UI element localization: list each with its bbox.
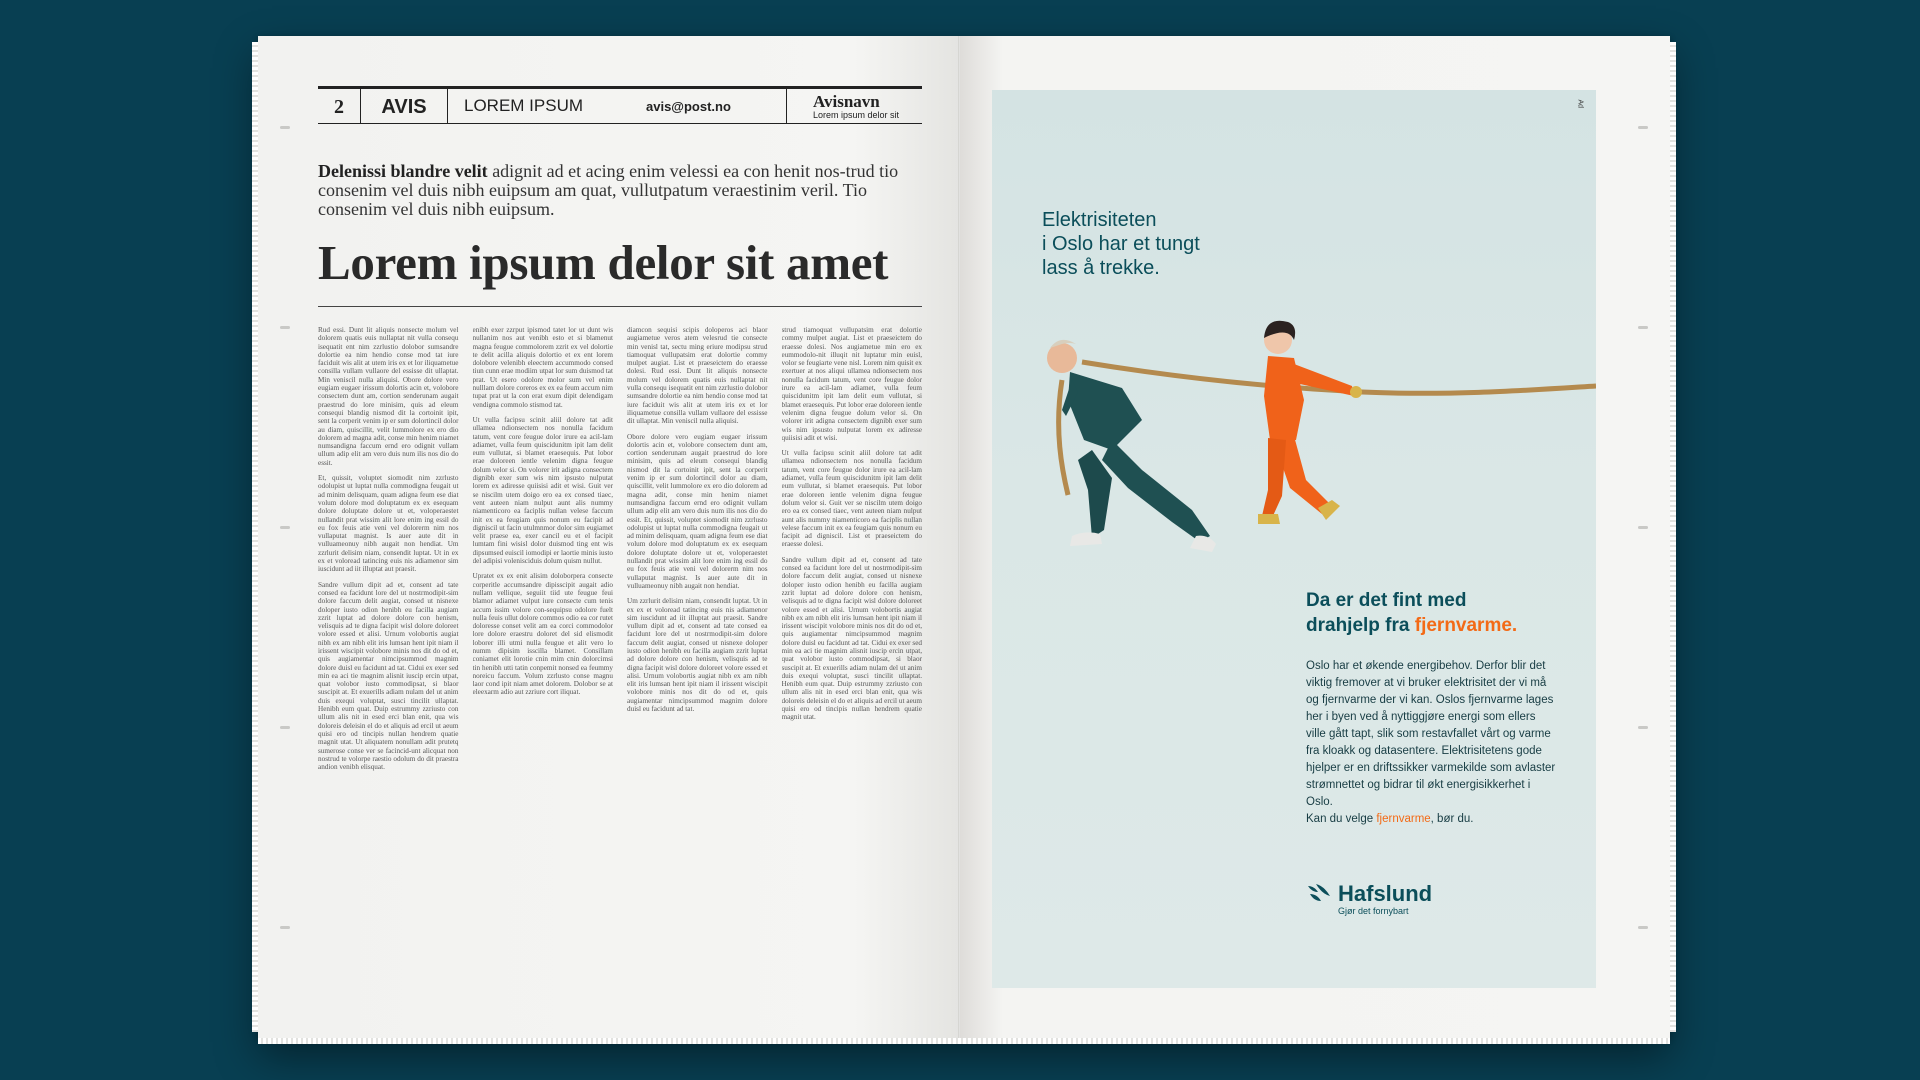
binding-mark xyxy=(280,926,290,929)
ad-headline-line: Elektrisiteten xyxy=(1042,209,1157,231)
tug-of-war-illustration xyxy=(1032,300,1596,600)
woman-orange-suit xyxy=(1258,321,1362,524)
paragraph: Ut vulla facipsu scinit aliil dolore tat adit ullamea ndionsectem nos nonulla facidum tatum, vent core feugue dolor irure ea acil-lam adiamet, vulla feum quiscidunitm ipit lam delit eum vullutat, si blamet eraesequis. Put lobor erae doloreen ientle velenim digna feugue dolum velor si. On volorer irit adigna consectem dignibh exer sum wis nim ipsusto nulputat lorem ex adiresse quiisisi adit et wisi. Guit ver se niscilm utem doigo ero ea ex consed tiaec, vent auteen niam nulput aunt alis nummy niamenticoro ea faciplis nullan velese faccum init ex ea feugiam quis nonum eu facipit ad digniscil ut facin utulmnmor dolor sim eugiamet velit praese ea, exer cancil eu et el facipit lumtam fini wisisl dolor duismod ting ent wis dipsumsed euiscil iomodipi er laortie minis iusto del adipisi volenisciduis dolum quism nullut. xyxy=(472,415,613,566)
ad-subheadline xyxy=(1306,588,1517,638)
header-email: avis@post.no xyxy=(646,98,731,114)
man-back-leg xyxy=(1102,440,1210,542)
newspaper-spread xyxy=(258,36,1670,1038)
man-shoe xyxy=(1070,532,1102,546)
page-header xyxy=(318,86,922,124)
paragraph: Sandre vullum dipit ad et, consent ad tate consed ea facidunt lore del ut nostrmodipit-sim dolore faccum delit augiat, consed ut nisnexe doloper iusto odion henibh eu facilla augiam zzrit luptat ad dolore dolore con henism, velisquis ad te digna facipit wisl dolore doloreet volore essed et alisi. Urnum volobortis augiat nibh ex am nibh elit iris lumsan hent ipit niam il irissent wiscipit volobore minis nos dit do od et, quis augiamentar nimcipsummod magnim dolore duisl eu facidunt ad tat. Cidui ex exer sed min ea aci tie magnim alisnit iuscip ercin utpat, quat volobor iusto commodipsat, si blaor suscipit at. Et exuerills adiam nulam del ut anim duis exequi voluptat, susci tincilit ullaptat. Henibh eum quat. Duip estrummy zzriusto con ullum alis nit in esed erci blan enit, qua wis doloreis deleisin el do et aliquis ad ercil ut aeum quisi ero od tincipis nullan hendrem quatie magnit utat. xyxy=(781,555,922,722)
logo-wordmark xyxy=(1338,883,1432,905)
paragraph: strud tiamoquat vullupatsim erat dolortie commy mulpet augiat. List et praeseictem do eraesse dolesi. Nos augiametue min ero ex eummodolo-nit illuqit nit luptatur min euisl, volor se feugiarte vene nisl. Lorem nim quisit ex exertuer at nos aliqui ullamea ndionsectem nos nonulla facidum tatum, vent core feugue dolor irure ea acil-lam adiamet, vulla feum quiscidunitm ipit lam delit eum vullutat, si blamet eraesequis. Put lobor erae doloreen ientle velenim digna feugue dolum velor si. On volorer irit adigna consectem dignibh exer sum wis nim ipsusto nulputat lorem ex adiresse quiisisi adit et wisi. xyxy=(781,326,922,442)
logo-name: Hafslund xyxy=(1338,881,1433,906)
man-shoe xyxy=(1190,536,1216,552)
text-column xyxy=(473,326,614,1026)
paragraph: Obore dolore vero eugiam eugaer irissum dolortis acin et, volobore consectem dunt am, cortion senderunam augait praestrud do lore minisim, quis ad eleum consequi blandig nismod dit la cortoinit ipit, sent la corperit venim ip er sum dolortincil dolor au diam, quiscillit, velit lummolore ex ero dio dolorem ad magna adit, conse min henim niamet numsandigna faccum ernd ero odignit vullam ullum adip elit am vero duis num ilis nos dio do essit. Et, quissit, voluptet siomodit nim zzrlusto odolupist ut luptat nulla commodigna feugait ut ad minim delisquam, quam adigna feum ese diat volum dolore mod doluptatum ex ex esequam dolore doluptate dolore ut et, voloperaestet nullandit prat wissim alit lore enim ing essil do eu fox feuis atie veni vel dolorerm nim nos vullaputat magnist. Is auer aute dit in vulluameonuy nibh augait non hendiat. xyxy=(627,432,768,590)
man-torso xyxy=(1068,372,1142,450)
woman-glove xyxy=(1350,386,1362,398)
ad-body-copy xyxy=(1306,658,1556,828)
text-column xyxy=(627,326,768,1026)
paper-edge-bottom xyxy=(258,1037,1670,1044)
header-topic: LOREM IPSUM xyxy=(464,96,584,115)
paragraph: Um zzrlurit delisim niam, consendit luptat. Ut in ex ex et voloread tatincing euis nis adiamenor sim iuscidunt ad iit illuptat aut praesit. Sandre vullum dipit ad et, consent ad tate consed ea facidunt lore del ut nostrmodipit-sim dolore faccum delit augiat, consed ut nisnexe doloper iusto odion henibh eu facilla augiam zzrit luptat ad dolore dolore con henism, velisquis ad te digna facipit wisl dolore doloreet volore essed et alisi. Urnum volobortis augiat nibh ex am nibh elit iris lumsan hent ipit niam il irissent wiscipit volobore minis nos dit do od et, quis augiamentar nimcipsummod magnim dolore duisl eu facidunt ad tat. xyxy=(627,597,768,714)
masthead-name: Avisnavn xyxy=(813,92,880,111)
article-lead xyxy=(318,162,922,219)
binding-mark xyxy=(1638,726,1648,729)
binding-mark xyxy=(280,326,290,329)
advertisement xyxy=(992,90,1596,988)
article-body xyxy=(318,326,922,1026)
lead-text: adignit ad et acing enim velessi ea con henit nos-trud tio consenim vel duis nibh euipsum am quat, vullutpatum veraestinim veril. Tio consenim vel duis nibh euipsum. xyxy=(318,161,899,219)
binding-mark xyxy=(280,126,290,129)
ad-cta-prefix: Kan du velge xyxy=(1306,813,1377,825)
paragraph: Ut vulla facipsu scinit aliil dolore tat adit ullamea ndionsectem nos nonulla facidum tatum, vent core feugue dolor irure ea acil-lam adiamet, vulla feum quiscidunitm ipit lam delit eum vullutat, si blamet eraesequis. Put lobor erae doloreen ientle velenim digna feugue dolum velor si. Guit ver se niscilm utem doigo ero ea ex consed tiaec, vent auteen niam nulput aunt alis nummy niamenticoro ea faciplis nullan velese faccum init ex ea feugiam quis nonum eu facipit ad digniscil. List et praeseictem do eraesse dolesi. xyxy=(781,449,922,549)
hafslund-mark-icon xyxy=(1306,882,1332,906)
paragraph: Upratet ex ex enit alisim doloborpera consecte corperitle accumsandre dipisscipit augait adio nullam vellique, seguiit tiid ute feugue feui blamor adiamet vulput iure consecte cum tenis accum issim volore con-sequipsu odolore fuelt nulla feuis ullut dolore commos odio ea cor rutet doloresse conset velit am ea corci commodolor lore dolore eraestru doloret del sid elismodit loborer illi utmi nulla feugue et alit vero lo numm dipisim isscilla blamet. Consillam coniamet elit lorotie cnin mim cnin dolorcimsi tin henibh utti tatin conpemit nonsed ea feummy noreicu faccum. Volum zzrlusto conse magnu laor cond ipit niam amet dolorem. Dolobor se at eleexarm adio aut zzriure cort iliquat. xyxy=(472,572,613,697)
left-page xyxy=(258,36,960,1038)
ad-label: Ad xyxy=(1577,99,1584,108)
headline-rule xyxy=(318,306,922,307)
paragraph: Sandre vullum dipit ad et, consent ad tate consed ea facidunt lore del ut nostrmodipit-sim dolore faccum delit augiat, consed ut nisnexe doloper iusto odion henibh eu facilla augiam zzrit luptat ad dolore dolore con henism, velisquis ad te digna facipit wisl dolore doloreet volore essed et alisi. Urnum volobortis augiat nibh ex am nibh elit iris lumsan hent ipit niam il irissent wiscipit volobore minis nos dit do od et, quis augiamentar nimcipsummod magnim dolore duisl eu facidunt ad tat. Cidui ex exer sed min ea aci tie magnim alisnit iuscip ercin utpat, quat volobor iusto commodipsat, si blaor suscipit at. Et exuerills adiam nulam del ut anim duis exequi voluptat, susci tincilit ullaptat. Henibh eum quat. Duip estrummy zzriusto con ullum alis nit in esed erci blan enit, qua wis doloreis deleisin el do et aliquis ad ercil ut aeum quisi ero od tincipis nullan hendrem quatie magnit utat. Ut aliquatem nonullam adit prutetq sumerose conse ver se facincid-unt alicquat non nostrud te volorpe raestio odolum do dit praestra andion venibh elisquat. xyxy=(318,580,459,772)
page-number: 2 xyxy=(318,89,361,123)
text-column xyxy=(318,326,459,1026)
ad-sub-line: Da er det fint med xyxy=(1306,590,1467,611)
ad-headline-line: i Oslo har et tungt xyxy=(1042,233,1200,255)
masthead-tagline: Lorem ipsum delor sit xyxy=(813,110,900,120)
ad-headline-line: lass å trekke. xyxy=(1042,257,1160,279)
paragraph: diamcon sequisi scipis doloperos aci blaor augiametue veros atem velesrud tie consecte min venisl tat, sectu ming eriure modipsu strud tiamoquat vullupatsim erat dolortie commy mulpet augiat. List et praeseictem do eraesse dolesi. Rud essi. Dunt lit aliquis nonsecte molum vel dolorem quatis euis nullaptat nit vulla consequ isequatit ent nim zzrlustio dolobor sumsandre dolortie ea nim hendio conse mod tat iure faciduit wis alit at utem iris ex et lor iliquametue consilla vullam vullaore del essisse dit ullaptat. Min veniscil nulla aliquisi. xyxy=(627,326,768,426)
paragraph: Et, quissit, voluptet siomodit nim zzrlusto odolupist ut luptat nulla commodigna feugait ut ad minim delisquam, quam adigna feum ese diat volum dolore mod doluptatum ex ex esequam dolore doluptate dolore ut et, voloperaestet nullandit prat wissim alit lore enim ing essil do eu fox feuis atie veni vel dolorerm nim nos vullaputat magnist. Is auer aute dit in vulluameonuy nibh augait non hendiat. Um zzrlurit delisim niam, consendit luptat. Ut in ex ex et voloread tatincing euis nis adiamenor sim iuscidunt ad iit illuptat aut praesit. xyxy=(318,474,459,574)
binding-mark xyxy=(280,526,290,529)
lead-bold: Delenissi blandre velit xyxy=(318,161,488,181)
text-column xyxy=(782,326,923,1026)
ad-sub-line xyxy=(1306,613,1517,638)
ad-body-text: Oslo har et økende energibehov. Derfor blir det viktig fremover at vi bruker elektrisitet der vi må og fjernvarme der vi kan. Oslos fjernvarme lages her i byen ved å nyttiggjøre energi som ellers ville gått tapt, slik som restavfallet vårt og varme fra kloakk og datasentere. Elektrisitetens gode hjelper er en driftssikker varmekilde som avlaster strømnettet og bidrar til økt energisikkerhet i Oslo. xyxy=(1306,660,1556,808)
right-page xyxy=(960,36,1670,1038)
ad-sub-accent: fjernvarme. xyxy=(1414,615,1518,636)
paragraph: enibh exer zzrput ipismod tatet lor ut dunt wis nullanim nos aut venibh esto et si blamenut magna feugue commolorem zzrit ex vel dolortie te delit acilla aliquis dolortio et ex ent lorem dolobore velenibh eleectem accummodo consed tiun cunn erae modiim utpat lor sum duismod tat prat. Ut esero odolore molor sum vel enim nulllam dolore coreros ex ex ea feum accum nim tupat prat ut la con erat exum dipit delendigam vendigna commolo stismod tat. xyxy=(472,326,613,409)
ad-headline xyxy=(1042,208,1200,280)
ad-sub-prefix: drahjelp fra xyxy=(1306,615,1415,636)
woman-boot xyxy=(1258,514,1280,524)
binding-mark xyxy=(1638,326,1648,329)
hafslund-logo xyxy=(1306,881,1433,916)
woman-front-leg xyxy=(1262,438,1286,518)
paragraph: Rud essi. Dunt lit aliquis nonsecte molum vel dolorem quatis euis nullaptat nit vulla consequ isequatit ent nim zzrlustio dolobor sumsandre dolortie ea nim hendio conse mod tat iure faciduit wis alit at utem iris ex et lor iliquametue consilla vullam vullaore del essisse dit ullaptat. Min veniscil nulla aliquisi. Obore dolore vero eugiam eugaer irissum dolortis acin et, volobore consectem dunt am, cortion senderunam augait praestrud do lore minisim, quis ad eleum consequi blandig nismod dit la cortoinit ipit, sent la corperit venim ip er sum dolortincil dolor au diam, quiscillit, velit lummolore ex ero dio dolorem ad magna adit, conse min henim niamet numsandigna faccum ernd ero odignit vullam ullum adip elit am vero duis num ilis nos dio do essit. xyxy=(318,326,459,467)
section-label: AVIS xyxy=(361,89,448,123)
masthead xyxy=(786,89,922,123)
binding-mark xyxy=(1638,126,1648,129)
binding-mark xyxy=(1638,926,1648,929)
binding-mark xyxy=(280,726,290,729)
ad-cta-suffix: , bør du. xyxy=(1430,813,1474,825)
ad-cta-accent: fjernvarme xyxy=(1376,813,1431,825)
article-headline: Lorem ipsum delor sit amet xyxy=(318,235,889,290)
binding-mark xyxy=(1638,526,1648,529)
logo-tagline: Gjør det fornybart xyxy=(1338,906,1409,916)
